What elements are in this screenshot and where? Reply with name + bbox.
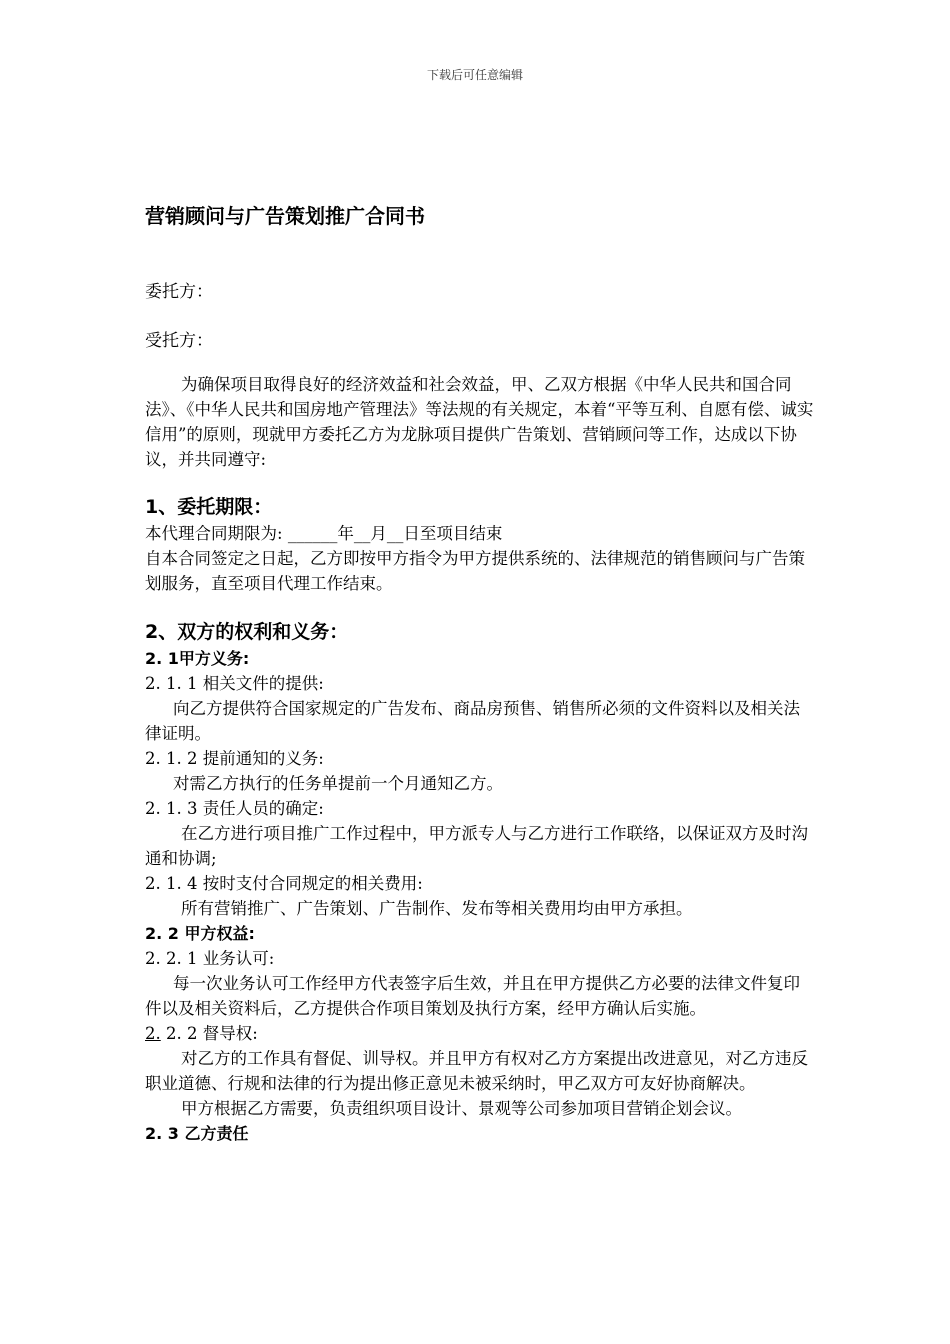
period-blank-month: __ (353, 524, 371, 543)
clause-2-1-3: 2. 1. 3 责任人员的确定: (145, 799, 324, 818)
period-blank-year: ______ (287, 524, 338, 543)
clause-2-1-2-text: 对需乙方执行的任务单提前一个月通知乙方。 (173, 774, 503, 793)
intro-paragraph: 为确保项目取得良好的经济效益和社会效益，甲、乙双方根据《中华人民共和国合同法》、《中华人民共和国房地产管理法》等法规的有关规定，本着“平等互利、自愿有偿、诚实信用”的原则，现就甲方委托乙方为龙脉项目提供广告策划、营销顾问等工作，达成以下协议，并共同遵守: (145, 375, 814, 469)
clause-2-1-2: 2. 1. 2 提前通知的义务: (145, 749, 324, 768)
clause-2-2-1-text: 每一次业务认可工作经甲方代表签字后生效，并且在甲方提供乙方必要的法律文件复印件以及相关资料后，乙方提供合作项目策划及执行方案，经甲方确认后实施。 (145, 974, 800, 1018)
clause-2-2-2-text: 对乙方的工作具有督促、训导权。并且甲方有权对乙方方案提出改进意见，对乙方违反职业道德、行规和法律的行为提出修正意见未被采纳时，甲乙双方可友好协商解决。 (145, 1049, 808, 1093)
clause-2-2-2: 2. 2. 2 督导权: (145, 1024, 258, 1043)
clause-2-2-1: 2. 2. 1 业务认可: (145, 949, 275, 968)
agent-label: 受托方： (145, 331, 213, 351)
clause-2-1-1: 2. 1. 1 相关文件的提供: (145, 674, 324, 693)
section-2-heading: 2、双方的权利和义务： (145, 621, 349, 643)
period-year-label: 年 (337, 524, 354, 543)
clause-2-1-3-text: 在乙方进行项目推广工作过程中，甲方派专人与乙方进行工作联络，以保证双方及时沟通和协调; (145, 824, 808, 868)
section-1-heading: 1、委托期限： (145, 496, 273, 518)
document-title: 营销顾问与广告策划推广合同书 (145, 204, 425, 228)
page-header-note: 下载后可任意编辑 (426, 68, 523, 82)
section-1-text: 自本合同签定之日起，乙方即按甲方指令为甲方提供系统的、法律规范的销售顾问与广告策划服务，直至项目代理工作结束。 (145, 549, 805, 593)
contract-period-line (145, 521, 815, 546)
clause-2-1-4: 2. 1. 4 按时支付合同规定的相关费用: (145, 874, 423, 893)
section-2-3-heading: 2. 3 乙方责任 (145, 1124, 249, 1143)
period-month-label: 月 (370, 524, 387, 543)
clause-2-2-2-text-2: 甲方根据乙方需要，负责组织项目设计、景观等公司参加项目营销企划会议。 (181, 1099, 742, 1118)
section-2-1-heading: 2. 1甲方义务: (145, 649, 250, 668)
period-prefix: 本代理合同期限为: (145, 524, 288, 543)
clause-2-1-1-text: 向乙方提供符合国家规定的广告发布、商品房预售、销售所必须的文件资料以及相关法律证明。 (145, 699, 800, 743)
period-blank-day: __ (386, 524, 404, 543)
document-body (145, 372, 815, 1146)
clause-2-1-4-text: 所有营销推广、广告策划、广告制作、发布等相关费用均由甲方承担。 (181, 899, 693, 918)
period-suffix: 日至项目结束 (403, 524, 503, 543)
client-label: 委托方： (145, 282, 213, 302)
section-2-2-heading: 2. 2 甲方权益: (145, 924, 255, 943)
